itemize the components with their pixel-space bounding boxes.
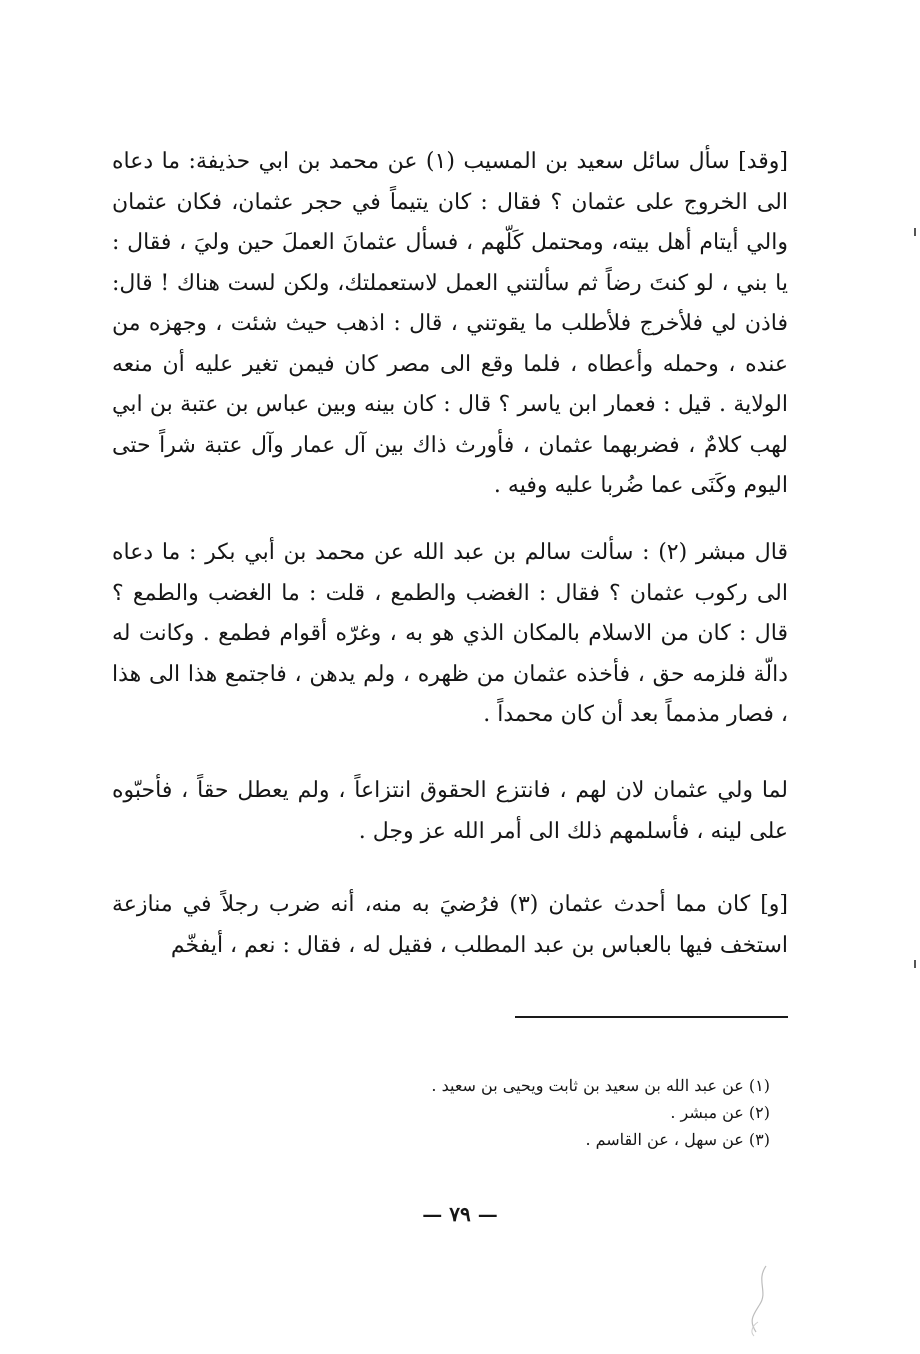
page-number: — ٧٩ — xyxy=(422,1202,498,1226)
footnote-separator xyxy=(515,1016,788,1018)
scan-edge-mark xyxy=(914,960,916,968)
paragraph-2: قال مبشر (٢) : سألت سالم بن عبد الله عن محمد بن أبي بكر : ما دعاه الى ركوب عثمان ؟ فقال : الغضب والطمع ، قلت : ما الغضب والطمع ؟ قال : كان من الاسلام بالمكان الذي هو به ، وغرّه أقوام فطمع . وكانت له دالّة فلزمه حق ، فأخذه عثمان من ظهره ، ولم يدهن ، فاجتمع هذا الى هذا ، فصار مذمماً بعد أن كان محمداً . xyxy=(112,540,788,727)
paragraph-3: لما ولي عثمان لان لهم ، فانتزع الحقوق انتزاعاً ، ولم يعطل حقاً ، فأحبّوه على لينه ، فأسلمهم ذلك الى أمر الله عز وجل . xyxy=(112,778,788,844)
scan-smudge-mark xyxy=(738,1262,778,1342)
footnote-1: (١) عن عبد الله بن سعيد بن ثابت ويحيى بن سعيد . xyxy=(431,1076,770,1095)
scan-edge-mark xyxy=(914,228,916,236)
paragraph-1: [وقد] سأل سائل سعيد بن المسيب (١) عن محمد بن ابي حذيفة: ما دعاه الى الخروج على عثمان ؟ فقال : كان يتيماً في حجر عثمان، فكان عثمان والي أيتام أهل بيته، ومحتمل كَلّهم ، فسأل عثمانَ العملَ حين وليَ ، فقال : يا بني ، لو كنتَ رضاً ثم سألتني العمل لاستعملتك، ولكن لست هناك ! قال: فاذن لي فلأخرج فلأطلب ما يقوتني ، قال : اذهب حيث شئت ، وجهزه من عنده ، وحمله وأعطاه ، فلما وقع الى مصر كان فيمن تغير عليه أن منعه الولاية . قيل : فعمار ابن ياسر ؟ قال : كان بينه وبين عباس بن عتبة بن ابي لهب كلامٌ ، فضربهما عثمان ، فأورث ذاك بين آل عمار وآل عتبة شراً حتى اليوم وكَنَى عما ضُربا عليه وفيه . xyxy=(112,149,788,498)
footnote-3: (٣) عن سهل ، عن القاسم . xyxy=(585,1130,770,1149)
footnotes xyxy=(300,1072,770,1153)
paragraph-4: [و] كان مما أحدث عثمان (٣) فرُضيَ به منه، أنه ضرب رجلاً في منازعة استخف فيها بالعباس بن عبد المطلب ، فقيل له ، فقال : نعم ، أيفخّم xyxy=(112,892,788,958)
footnote-2: (٢) عن مبشر . xyxy=(670,1103,770,1122)
